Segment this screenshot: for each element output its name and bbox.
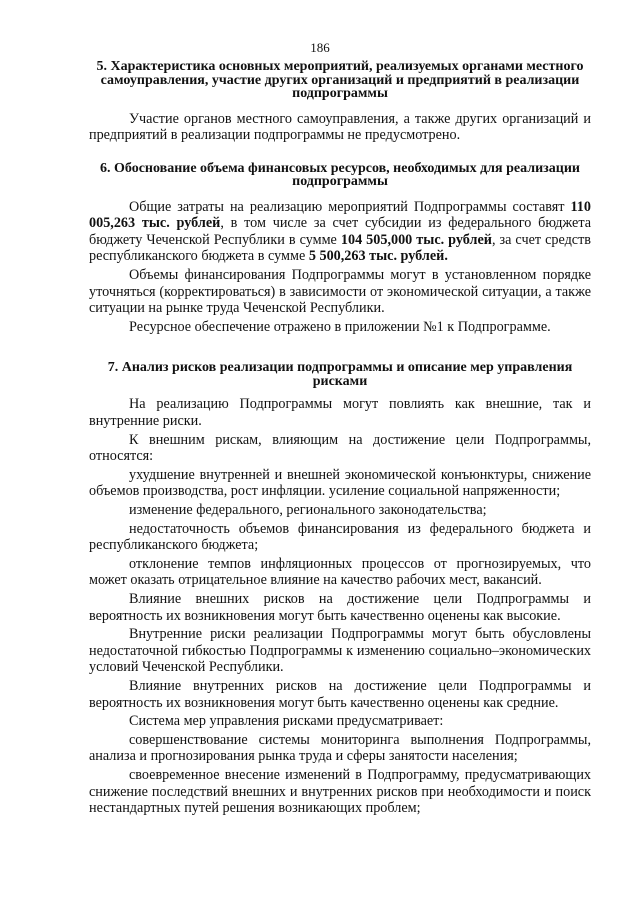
costs-text-3: , за счет средств республиканского бюджета в сумме	[89, 231, 592, 265]
risk-paragraph: недостаточность объемов финансирования из федерального бюджета и республиканского бюджета;	[89, 520, 591, 554]
risk-paragraph: совершенствование системы мониторинга выполнения Подпрограммы, анализа и прогнозирования рынка труда и сферы занятости населения;	[89, 731, 591, 765]
section-6-costs-paragraph	[89, 199, 591, 265]
regional-amount: 5 500,263 тыс. рублей.	[308, 248, 448, 265]
risk-paragraph: На реализацию Подпрограммы могут повлиять как внешние, так и внутренние риски.	[89, 396, 591, 430]
section-7-heading: 7. Анализ рисков реализации подпрограммы и описание мер управления рисками	[107, 360, 573, 389]
total-amount: 110 005,263 тыс. рублей	[89, 198, 591, 232]
section-6-heading: 6. Обоснование объема финансовых ресурсов, необходимых для реализации подпрограммы	[100, 160, 580, 190]
risk-paragraph: К внешним рискам, влияющим на достижение цели Подпрограммы, относятся:	[89, 431, 591, 465]
risk-paragraph: отклонение темпов инфляционных процессов от прогнозируемых, что может оказать отрицательное влияние на качество рабочих мест, вакансий.	[89, 555, 591, 589]
federal-amount: 104 505,000 тыс. рублей	[340, 231, 492, 248]
risk-paragraph: Влияние внутренних рисков на достижение цели Подпрограммы и вероятность их возникновения могут быть качественно оценены как средние.	[89, 677, 591, 711]
risk-paragraph: своевременное внесение изменений в Подпрограмму, предусматривающих снижение последствий внешних и внутренних рисков при необходимости и поиск нестандартных путей решения возникающих проблем;	[89, 766, 591, 817]
page-number: 186	[310, 40, 330, 55]
page-content	[89, 60, 591, 819]
risk-paragraph: ухудшение внутренней и внешней экономической конъюнктуры, снижение объемов производства, рост инфляции. усиление социальной напряженности;	[89, 466, 591, 500]
section-6-financing-paragraph: Объемы финансирования Подпрограммы могут в установленном порядке уточняться (корректироваться) в зависимости от экономической ситуации, а также ситуации на рынке труда Чеченской Республики.	[89, 267, 591, 317]
risk-paragraph: Влияние внешних рисков на достижение цели Подпрограммы и вероятность их возникновения могут быть качественно оценены как высокие.	[89, 590, 591, 624]
risk-paragraph: Система мер управления рисками предусматривает:	[129, 713, 444, 730]
risk-paragraph: изменение федерального, регионального законодательства;	[129, 502, 487, 518]
section-5-paragraph: Участие органов местного самоуправления, а также других организаций и предприятий в реализации подпрограммы не предусмотрено.	[89, 110, 591, 144]
costs-text-1: Общие затраты на реализацию мероприятий Подпрограммы составят	[129, 198, 571, 215]
section-5-heading: 5. Характеристика основных мероприятий, реализуемых органами местного самоуправления, участие других организаций и предприятий в реализации подпрограммы	[96, 59, 584, 101]
costs-text-2: , в том числе за счет субсидии из федерального бюджета бюджету Чеченской Республики в сумме	[89, 215, 592, 248]
risk-paragraph: Внутренние риски реализации Подпрограммы могут быть обусловлены недостаточной гибкостью Подпрограммы к изменению социально–экономических условий Чеченской Республики.	[89, 626, 591, 676]
section-6-resources-paragraph: Ресурсное обеспечение отражено в приложении №1 к Подпрограмме.	[129, 318, 551, 335]
